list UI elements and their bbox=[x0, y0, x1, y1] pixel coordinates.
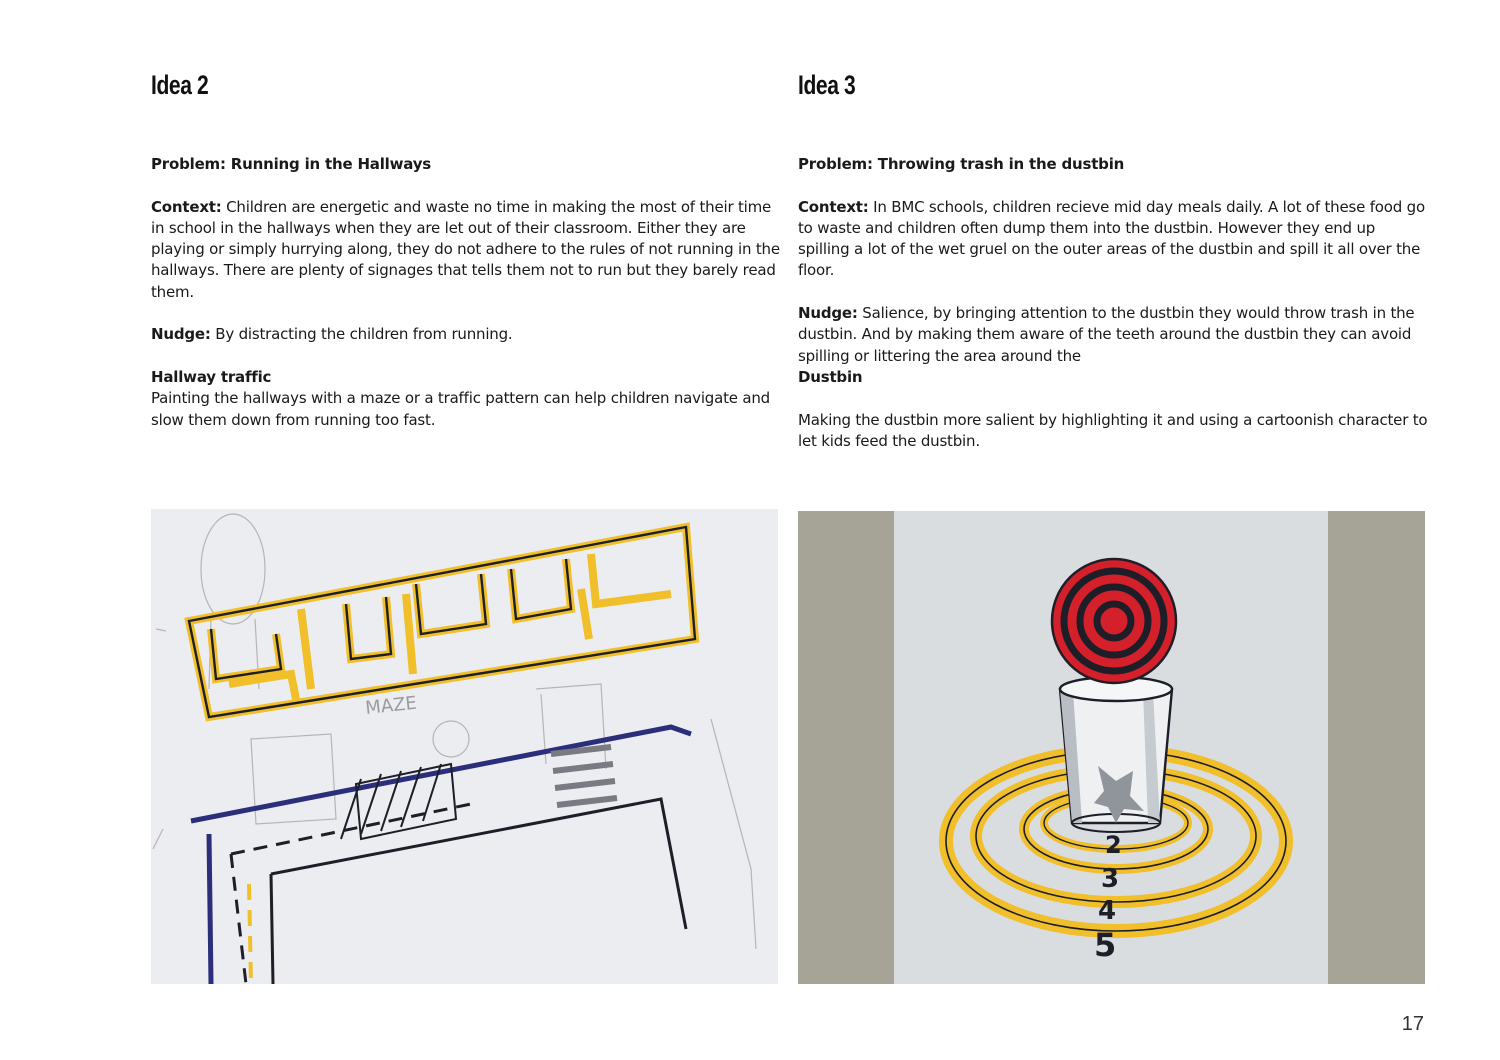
idea-3-nudge-text: Salience, by bringing attention to the dustbin they would throw trash in the dustbin. And by making them aware of the teeth around the dustbin they can avoid spilling or littering the area around the bbox=[798, 304, 1415, 365]
ring-number-2: 2 bbox=[1105, 831, 1122, 859]
idea-3-subheading: Dustbin bbox=[798, 367, 863, 386]
hallway-sketch-image bbox=[151, 509, 778, 984]
idea-3-context bbox=[798, 197, 1428, 282]
idea-3-text bbox=[798, 154, 1428, 452]
dustbin-sketch-image bbox=[798, 511, 1425, 984]
idea-3-nudge-label: Nudge: bbox=[798, 304, 858, 323]
idea-2-nudge-label: Nudge: bbox=[151, 325, 211, 344]
idea-3-context-text: In BMC schools, children recieve mid day meals daily. A lot of these food go to waste and children often dump them into the dustbin. However they end up spilling a lot of the wet gruel on the outer areas of the dustbin and spill it all over the floor. bbox=[798, 197, 1425, 280]
idea-2-context-text: Children are energetic and waste no time in making the most of their time in school in the hallways when they are let out of their classroom. Either they are playing or simply hurrying along, they do not adhere to the rules of not running in the hallways. There are plenty of signages that tells them not to run but they barely read them. bbox=[151, 197, 780, 301]
idea-2-subheading: Hallway traffic bbox=[151, 367, 272, 386]
idea-2-nudge-text: By distracting the children from running. bbox=[210, 325, 513, 344]
idea-2-context-label: Context: bbox=[151, 197, 222, 216]
idea-3-context-label: Context: bbox=[798, 197, 869, 216]
ring-number-5: 5 bbox=[1094, 926, 1117, 964]
idea-3-nudge bbox=[798, 303, 1428, 367]
idea-3-title: Idea 3 bbox=[798, 70, 856, 100]
idea-2-problem: Problem: Running in the Hallways bbox=[151, 155, 432, 173]
ring-number-3: 3 bbox=[1101, 864, 1120, 894]
ring-number-4: 4 bbox=[1098, 896, 1117, 926]
idea-2-context bbox=[151, 197, 781, 303]
idea-2-text bbox=[151, 154, 781, 431]
maze-label: MAZE bbox=[364, 692, 418, 719]
page-number: 17 bbox=[1401, 1013, 1424, 1035]
idea-2-title: Idea 2 bbox=[151, 70, 209, 100]
idea-2-nudge bbox=[151, 324, 781, 345]
idea-3-description: Making the dustbin more salient by highlighting it and using a cartoonish character to let kids feed the dustbin. bbox=[798, 410, 1428, 450]
idea-3-problem: Problem: Throwing trash in the dustbin bbox=[798, 155, 1125, 173]
idea-2-description: Painting the hallways with a maze or a traffic pattern can help children navigate and slow them down from running too fast. bbox=[151, 389, 770, 429]
